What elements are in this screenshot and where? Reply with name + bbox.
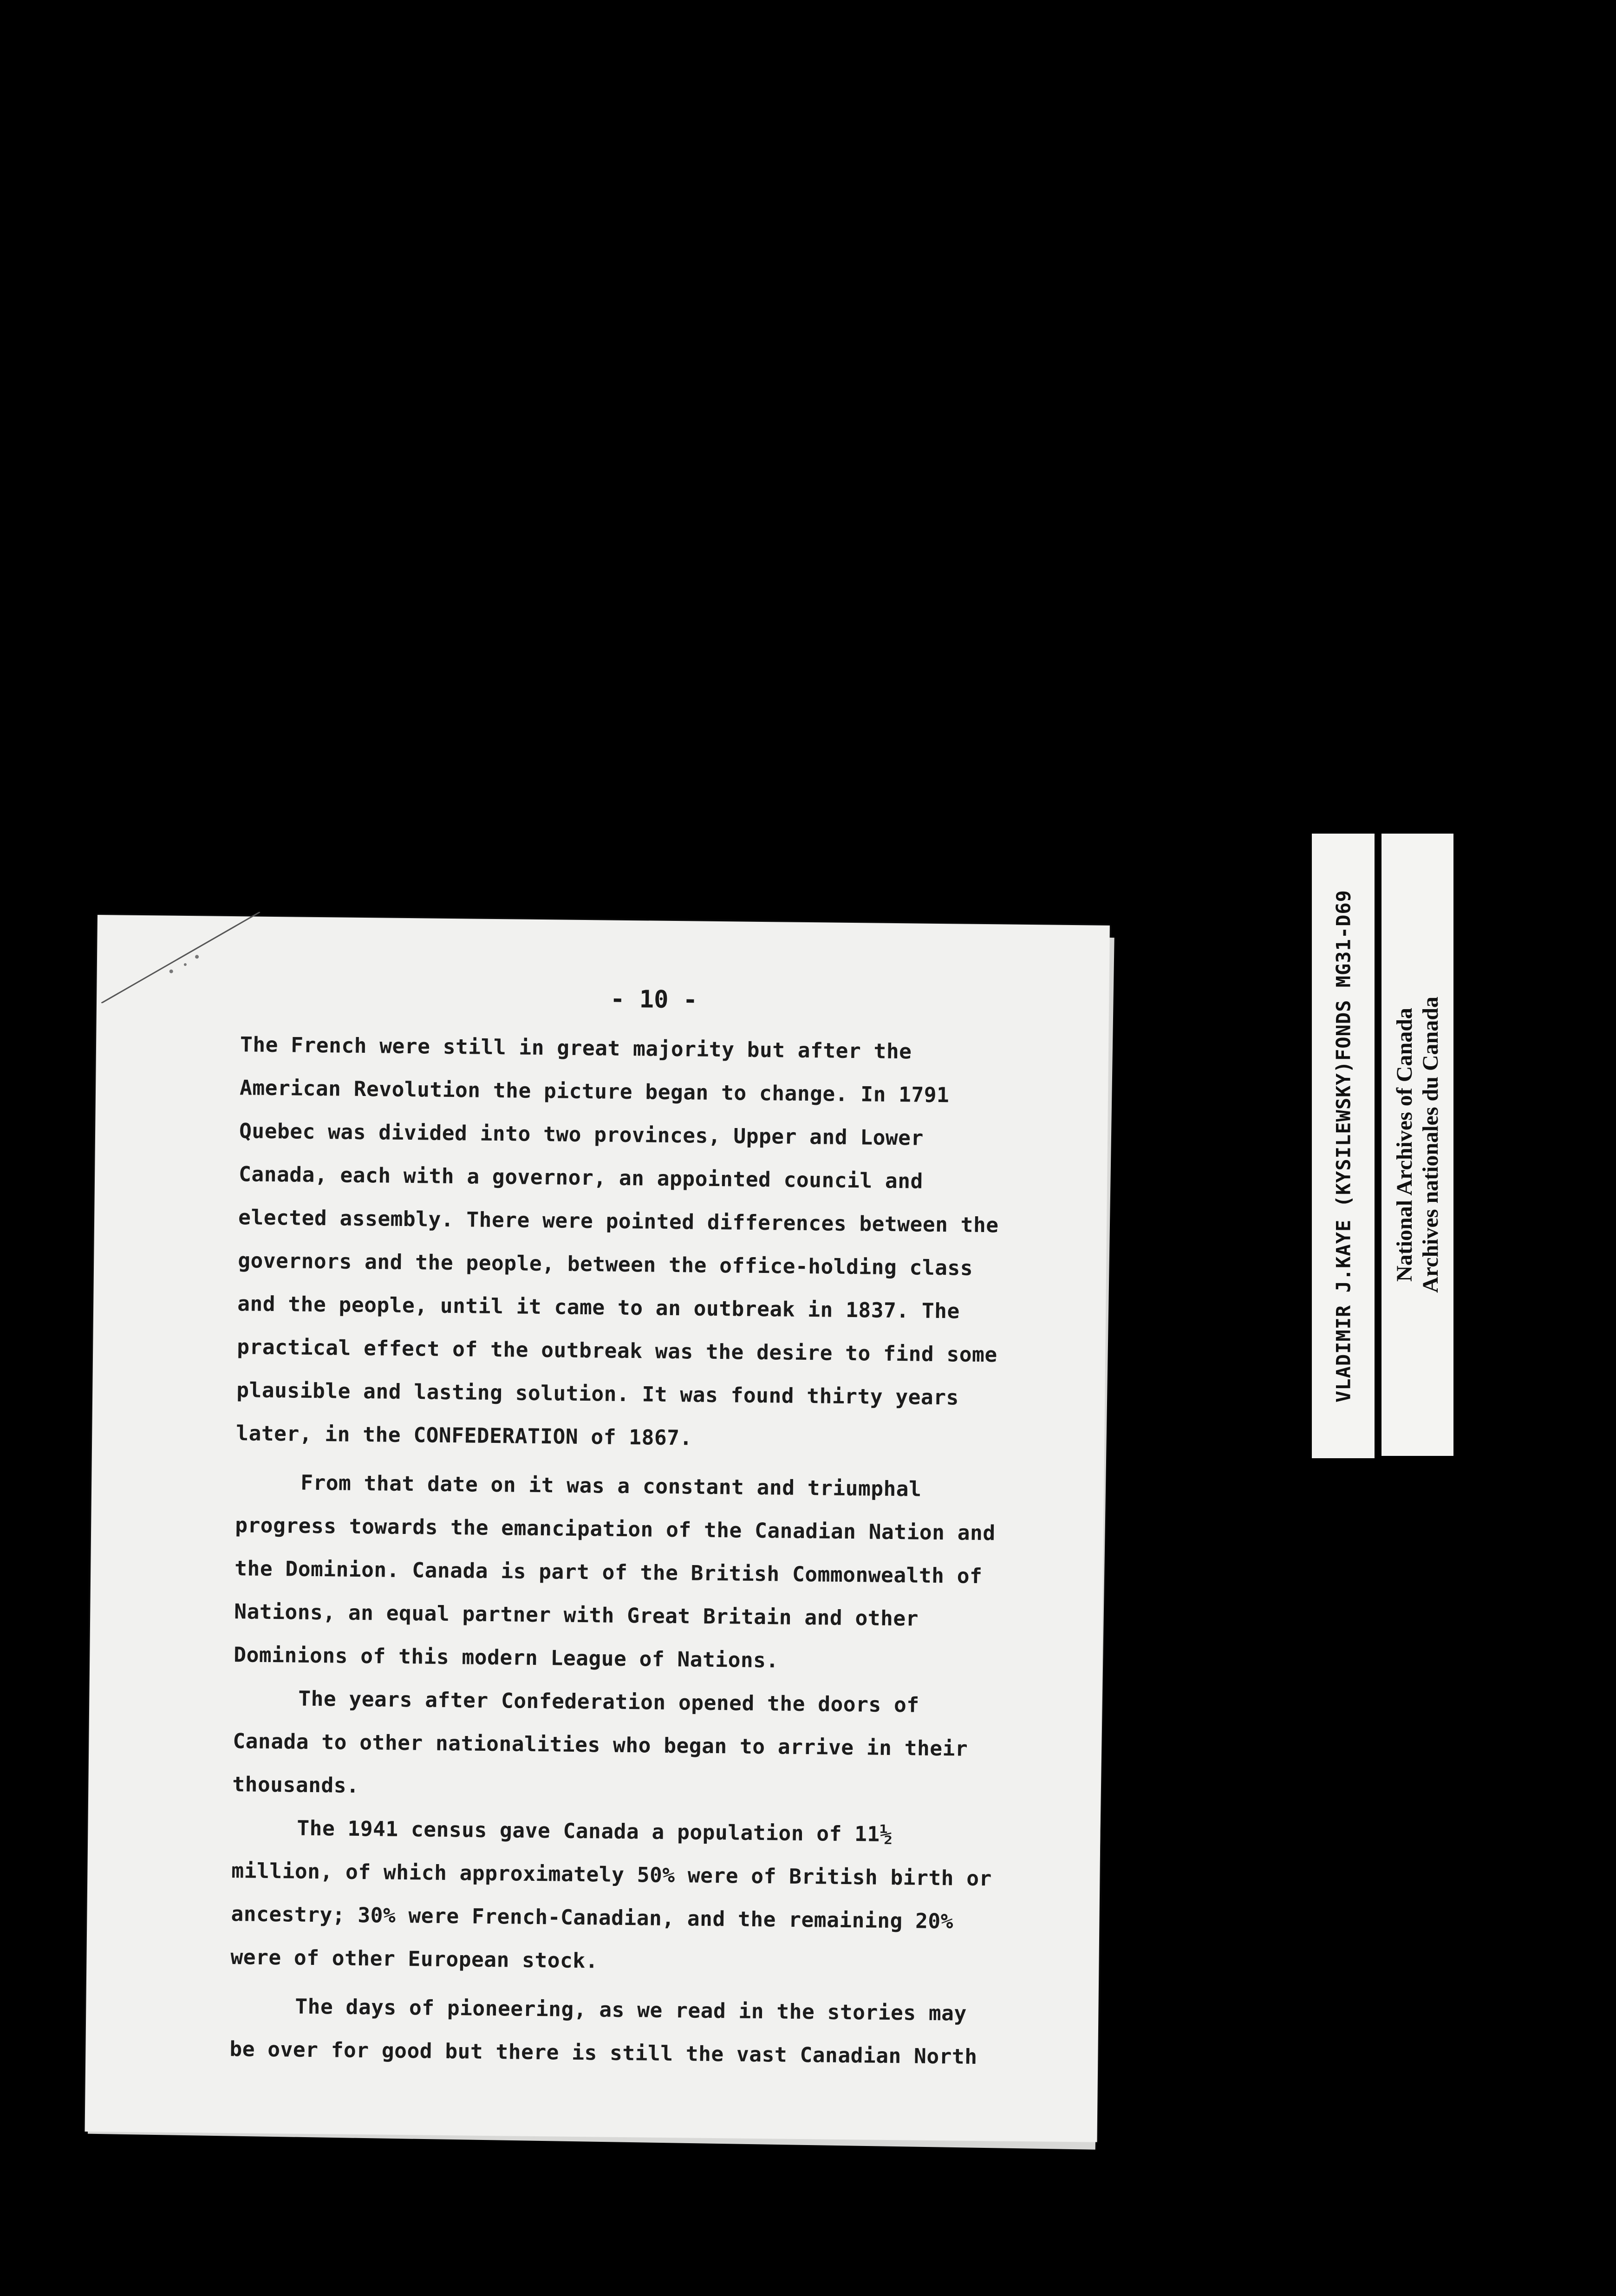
paragraph-immigration: The years after Confederation opened the doors of Canada to other nationalities who began to arrive in their thousands. [232,1687,968,1798]
fonds-label: VLADIMIR J.KAYE (KYSILEWSKY)FONDS MG31-D69 [1332,889,1355,1402]
archives-label-french: Archives nationales du Canada [1418,997,1443,1293]
archives-label [1392,997,1444,1293]
archives-label-english: National Archives of Canada [1392,1008,1417,1282]
archives-label-strip [1381,834,1453,1456]
folded-corner-mark [101,910,260,1005]
typed-document-page [85,915,1110,2142]
document-body [229,1023,1011,2079]
page-number: - 10 - [610,985,698,1014]
fonds-label-strip [1312,834,1375,1458]
paragraph-census: The 1941 census gave Canada a population of 11½ million, of which approximately 50% were of British birth or ancestry; 30% were French-Canadian, and the remaining 20% were of other European stock. [230,1816,992,1973]
paragraph-pioneering: The days of pioneering, as we read in the stories may be over for good but there is still the vast Canadian North [229,1995,977,2069]
paragraph-dominion: From that date on it was a constant and triumphal progress towards the emancipation of the Canadian Nation and the Dominion. Canada is part of the British Commonwealth of Nations, an equal partner with Great Britain and other Dominions of this modern League of Nations. [234,1471,996,1673]
paragraph-confederation: The French were still in great majority but after the American Revolution the picture began to change. In 1791 Quebec was divided into two provinces, Upper and Lower Canada, each with a governor, an appointed council and elected assembly. There were pointed differences between the governors and the people, between the office-holding class and the people, until it came to an outbreak in 1837. The practical effect of the outbreak was the desire to find some plausible and lasting solution. It was found thirty years later, in the CONFEDERATION of 1867. [236,1033,999,1450]
